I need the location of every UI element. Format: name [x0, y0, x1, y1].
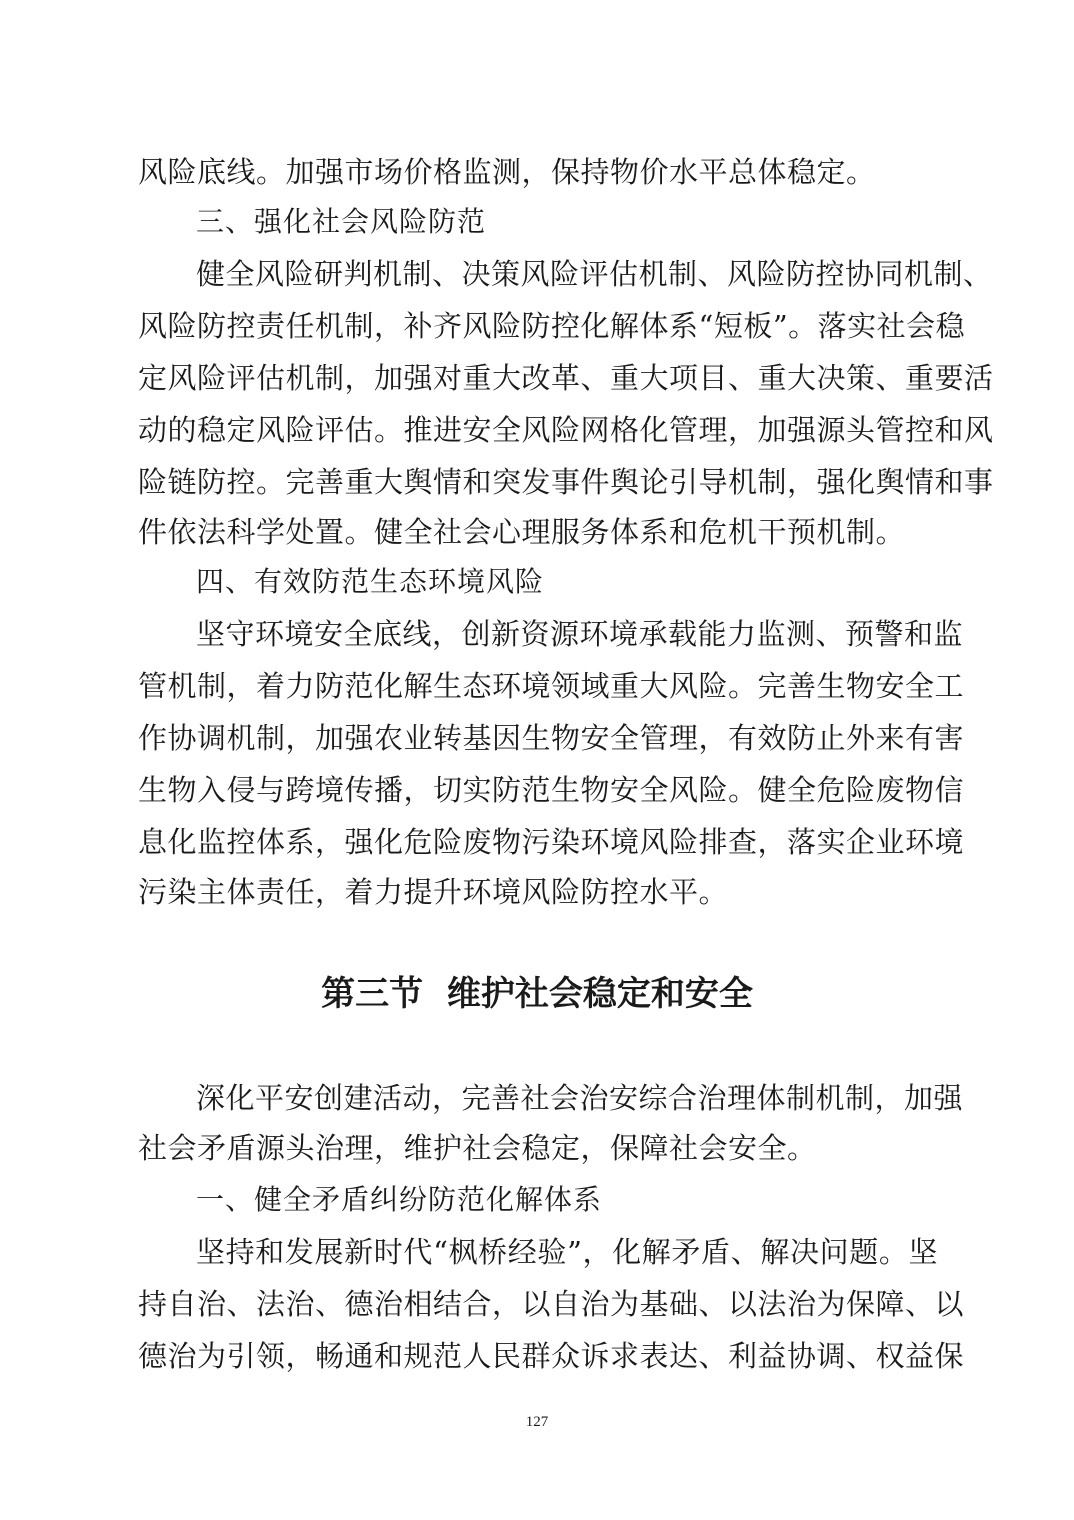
body-text-line: 污染主体责任，着力提升环境风险防控水平。 — [138, 875, 729, 909]
body-text-line: 险链防控。完善重大舆情和突发事件舆论引导机制，强化舆情和事 — [138, 465, 994, 499]
body-text-line: 深化平安创建活动，完善社会治安综合治理体制机制，加强 — [196, 1081, 964, 1115]
body-text-line: 管机制，着力防范化解生态环境领域重大风险。完善生物安全工 — [138, 669, 965, 703]
subsection-heading: 一、健全矛盾纠纷防范化解体系 — [196, 1183, 603, 1216]
body-text-line: 风险防控责任机制，补齐风险防控化解体系“短板”。落实社会稳 — [138, 309, 966, 343]
body-text-line: 坚守环境安全底线，创新资源环境承载能力监测、预警和监 — [196, 617, 964, 651]
body-text-line: 定风险评估机制，加强对重大改革、重大项目、重大决策、重要活 — [138, 361, 994, 395]
body-text-line: 件依法科学处置。健全社会心理服务体系和危机干预机制。 — [138, 515, 906, 549]
body-text-line: 持自治、法治、德治相结合，以自治为基础、以法治为保障、以 — [138, 1287, 965, 1321]
body-text-line: 坚持和发展新时代“枫桥经验”，化解矛盾、解决问题。坚 — [196, 1235, 938, 1269]
body-text-line: 生物入侵与跨境传播，切实防范生物安全风险。健全危险废物信 — [138, 773, 965, 807]
body-text-line: 作协调机制，加强农业转基因生物安全管理，有效防止外来有害 — [138, 721, 965, 755]
page-number: 127 — [525, 1414, 549, 1430]
body-text-line: 息化监控体系，强化危险废物污染环境风险排查，落实企业环境 — [138, 825, 965, 859]
body-text-line: 健全风险研判机制、决策风险评估机制、风险防控协同机制、 — [196, 257, 993, 291]
subsection-heading: 三、强化社会风险防范 — [196, 205, 487, 238]
body-text-line: 德治为引领，畅通和规范人民群众诉求表达、利益协调、权益保 — [138, 1339, 965, 1373]
body-text-line: 动的稳定风险评估。推进安全风险网格化管理，加强源头管控和风 — [138, 413, 994, 447]
section-title: 第三节 维护社会稳定和安全 — [321, 974, 753, 1014]
body-text-line: 社会矛盾源头治理，维护社会稳定，保障社会安全。 — [138, 1131, 817, 1165]
body-text-line: 风险底线。加强市场价格监测，保持物价水平总体稳定。 — [138, 155, 876, 189]
subsection-heading: 四、有效防范生态环境风险 — [196, 565, 545, 598]
